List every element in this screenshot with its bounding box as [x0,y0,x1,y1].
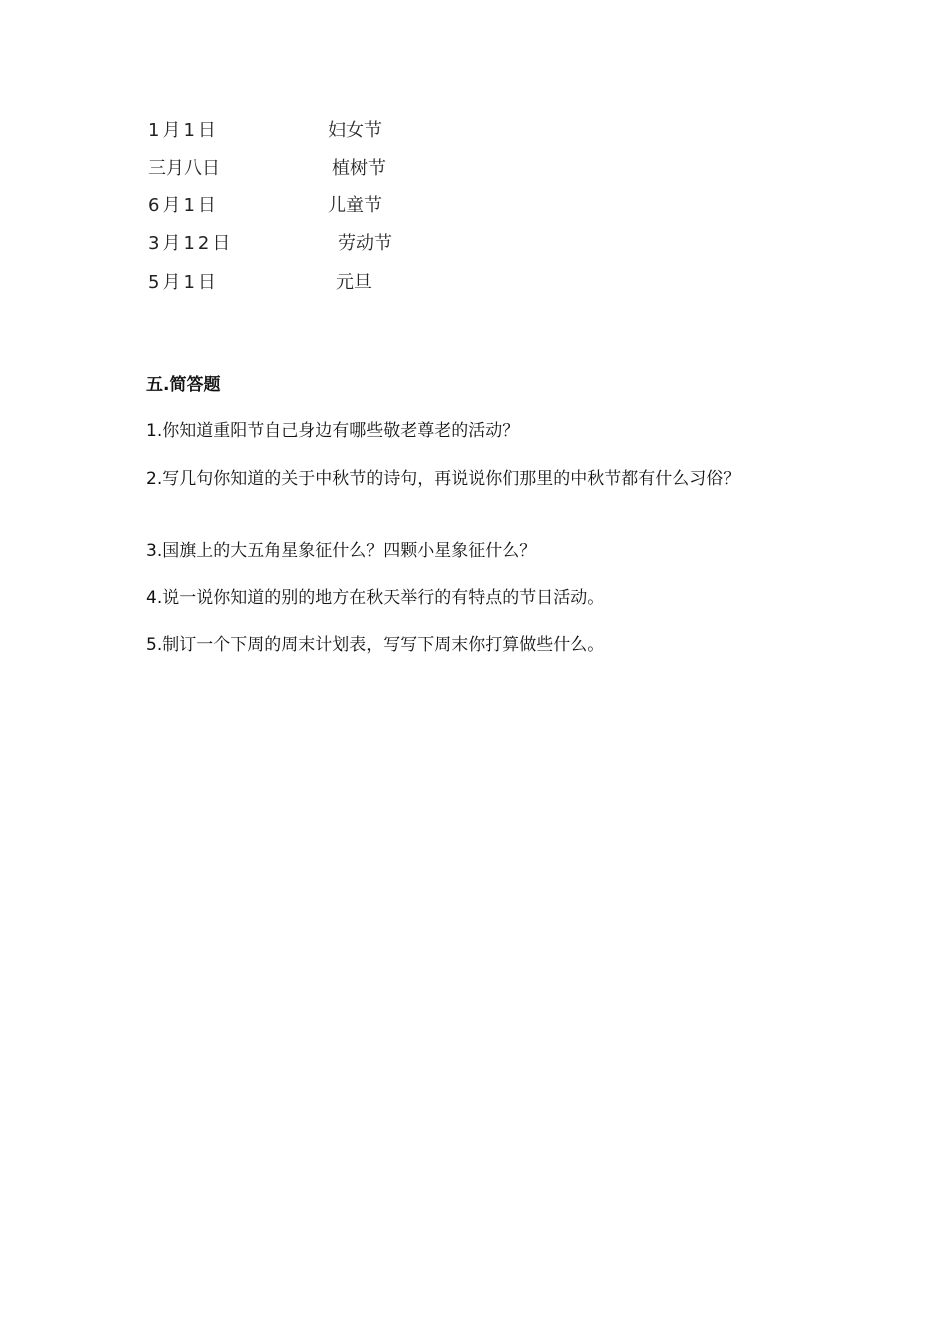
question-item [146,418,796,444]
question-number: 4. [146,588,163,608]
question-text: 说一说你知道的别的地方在秋天举行的有特点的节日活动。 [162,588,605,608]
date-label: 3月12日 [148,233,234,254]
date-label: 1月1日 [148,120,219,141]
question-item [146,585,796,611]
date-label: 6月1日 [148,195,219,216]
question-number: 2. [146,469,163,489]
question-number: 5. [146,635,163,655]
question-text: 制订一个下周的周末计划表，写写下周末你打算做些什么。 [162,635,605,655]
question-text: 写几句你知道的关于中秋节的诗句，再说说你们那里的中秋节都有什么习俗？ [162,469,741,489]
festival-label: 妇女节 [328,120,382,141]
question-number: 1. [146,421,163,441]
question-number: 3. [146,541,163,561]
question-text: 你知道重阳节自己身边有哪些敬老尊老的活动？ [162,421,520,441]
section-title: 五.简答题 [146,375,221,395]
question-item [146,466,796,492]
festival-label: 元旦 [336,272,372,293]
festival-label: 儿童节 [328,195,382,216]
date-label: 三月八日 [148,158,220,179]
question-item [146,538,796,564]
festival-label: 植树节 [332,158,386,179]
date-label: 5月1日 [148,272,219,293]
festival-label: 劳动节 [338,233,392,254]
question-item [146,632,796,658]
question-text: 国旗上的大五角星象征什么？四颗小星象征什么？ [162,541,537,561]
